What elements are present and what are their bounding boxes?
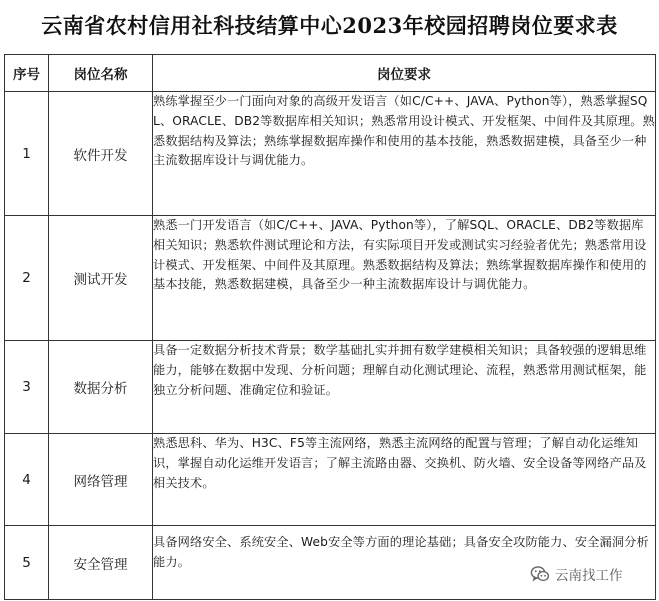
job-requirements-table xyxy=(4,54,656,600)
position-requirement: 熟悉思科、华为、H3C、F5等主流网络，熟悉主流网络的配置与管理；了解自动化运维知识，掌握自动化运维开发语言；了解主流路由器、交换机、防火墙、安全设备等网络产品及相关技术。 xyxy=(153,434,656,526)
row-number: 3 xyxy=(5,341,49,434)
position-name: 网络管理 xyxy=(49,434,153,526)
position-requirement: 具备网络安全、系统安全、Web安全等方面的理论基础；具备安全攻防能力、安全漏洞分析能力。 xyxy=(153,526,656,600)
position-requirement: 熟练掌握至少一门面向对象的高级开发语言（如C/C++、JAVA、Python等），熟悉掌握SQL、ORACLE、DB2等数据库相关知识；熟悉常用设计模式、开发框架、中间件及其原理。熟悉数据结构及算法；熟练掌握数据库操作和使用的基本技能，熟悉数据建模，具备至少一种主流数据库设计与调优能力。 xyxy=(153,92,656,216)
table-header-row xyxy=(5,55,656,92)
header-requirements: 岗位要求 xyxy=(153,55,656,92)
table-row xyxy=(5,341,656,434)
watermark-text: 云南找工作 xyxy=(555,568,623,584)
wechat-icon xyxy=(530,565,550,583)
header-number: 序号 xyxy=(5,55,49,92)
table-row xyxy=(5,92,656,216)
position-name: 安全管理 xyxy=(49,526,153,600)
document-title: 云南省农村信用社科技结算中心2023年校园招聘岗位要求表 xyxy=(41,13,618,38)
watermark xyxy=(530,563,623,585)
position-name: 数据分析 xyxy=(49,341,153,434)
position-requirement: 具备一定数据分析技术背景；数学基础扎实并拥有数学建模相关知识；具备较强的逻辑思维能力，能够在数据中发现、分析问题；理解自动化测试理论、流程，熟悉常用测试框架，能独立分析问题、准确定位和验证。 xyxy=(153,341,656,434)
row-number: 1 xyxy=(5,92,49,216)
row-number: 2 xyxy=(5,216,49,341)
table-row xyxy=(5,434,656,526)
row-number: 5 xyxy=(5,526,49,600)
position-name: 测试开发 xyxy=(49,216,153,341)
row-number: 4 xyxy=(5,434,49,526)
header-position: 岗位名称 xyxy=(49,55,153,92)
position-requirement: 熟悉一门开发语言（如C/C++、JAVA、Python等），了解SQL、ORACLE、DB2等数据库相关知识；熟悉软件测试理论和方法，有实际项目开发或测试实习经验者优先；熟悉常用设计模式、开发框架、中间件及其原理。熟悉数据结构及算法；熟练掌握数据库操作和使用的基本技能，熟悉数据建模，具备至少一种主流数据库设计与调优能力。 xyxy=(153,216,656,341)
position-name: 软件开发 xyxy=(49,92,153,216)
table-row xyxy=(5,216,656,341)
